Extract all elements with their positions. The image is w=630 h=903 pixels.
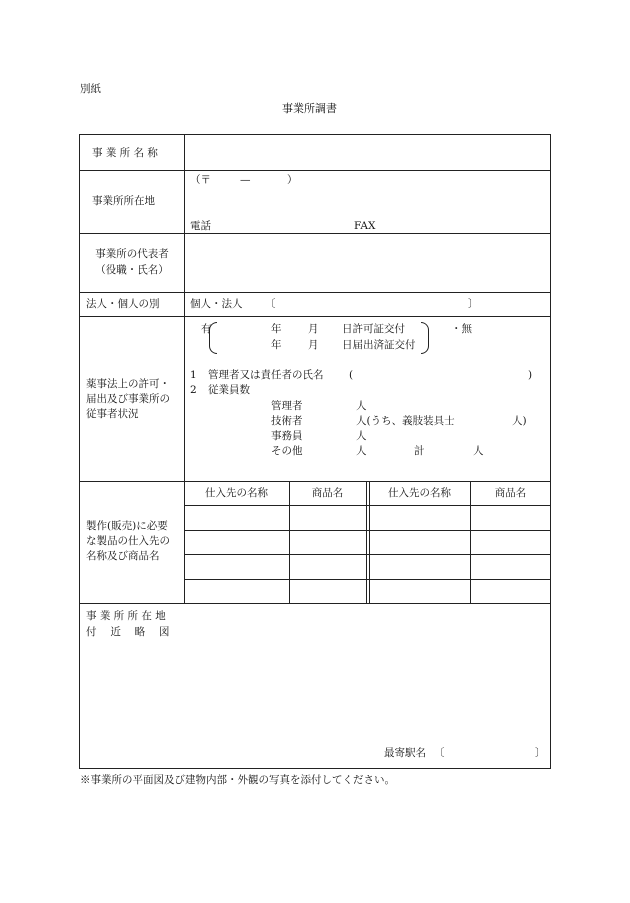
- office-name-field[interactable]: [185, 136, 550, 169]
- right-brace: [421, 322, 429, 354]
- item1-text: 管理者又は責任者の氏名: [208, 369, 324, 381]
- row-divider: [80, 316, 551, 317]
- map-sketch-area[interactable]: [200, 605, 545, 745]
- nearest-station-field[interactable]: [447, 745, 532, 760]
- fax-label: FAX: [354, 220, 376, 232]
- item2-number: 2: [190, 384, 197, 396]
- page-title: 事業所調書: [282, 102, 337, 115]
- technician-note-close: 人): [512, 415, 527, 427]
- representative-label-line1: 事業所の代表者: [95, 248, 169, 260]
- clerk-label: 事務員: [271, 430, 303, 442]
- col-supplier-2: 仕入先の名称: [388, 487, 451, 499]
- representative-label-line2: （役職・氏名）: [95, 264, 169, 276]
- staff-count-fields[interactable]: [315, 398, 353, 458]
- permit-line: 日許可証交付: [342, 323, 405, 335]
- manager-name-field[interactable]: [358, 367, 523, 382]
- row-divider: [80, 481, 551, 482]
- item2-text: 従業員数: [208, 384, 250, 396]
- none-label[interactable]: ・無: [451, 323, 472, 335]
- manager-label: 管理者: [271, 400, 303, 412]
- other-label: その他: [271, 445, 303, 457]
- suppliers-label-line3: 名称及び商品名: [86, 550, 160, 562]
- total-person: 人: [473, 445, 484, 457]
- office-address-label: 事業所所在地: [92, 195, 155, 207]
- has-label[interactable]: 有: [201, 323, 212, 335]
- office-survey-form: [79, 134, 551, 769]
- station-open: 〔: [434, 747, 445, 759]
- entity-detail-field[interactable]: [278, 295, 466, 313]
- pharma-label-line2: 届出及び事業所の: [86, 393, 170, 405]
- suppliers-label-line1: 製作(販売)に必要: [86, 520, 168, 532]
- notice-year: 年: [271, 339, 282, 351]
- col-supplier-1: 仕入先の名称: [205, 487, 268, 499]
- address-field[interactable]: [185, 189, 550, 215]
- other-person: 人: [356, 445, 367, 457]
- map-label-line1: 事 業 所 所 在 地: [86, 610, 166, 622]
- row-divider: [80, 170, 551, 171]
- map-label-line2: 付 近 略 図: [86, 626, 170, 638]
- entity-bracket-close: 〕: [468, 298, 479, 310]
- row-divider: [80, 603, 551, 604]
- entity-type-value[interactable]: 個人・法人: [190, 298, 243, 310]
- pharma-label-line1: 薬事法上の許可・: [86, 378, 170, 390]
- station-label: 最寄駅名: [384, 747, 426, 759]
- fax-field[interactable]: [380, 218, 545, 232]
- permit-year: 年: [271, 323, 282, 335]
- office-name-label: 事 業 所 名 称: [92, 147, 158, 159]
- total-label: 計: [414, 445, 425, 457]
- col-product-1: 商品名: [311, 487, 344, 499]
- postal-code-field[interactable]: [205, 173, 285, 187]
- representative-field[interactable]: [185, 234, 550, 291]
- item1-open: (: [349, 369, 354, 381]
- phone-label: 電話: [190, 220, 211, 232]
- postal-dash: —: [240, 174, 251, 186]
- technician-note: 人(うち、義肢装具士: [356, 415, 455, 427]
- permit-month: 月: [308, 323, 319, 335]
- station-close: 〕: [535, 747, 546, 759]
- left-brace: [209, 322, 217, 354]
- footnote: ※事業所の平面図及び建物内部・外観の写真を添付してください。: [80, 774, 395, 786]
- pharma-label-line3: 従事者状況: [86, 408, 139, 420]
- supplier-entry-cells[interactable]: [185, 506, 550, 602]
- clerk-person: 人: [356, 430, 367, 442]
- postal-open: （〒: [190, 174, 211, 186]
- notice-line: 日届出済証交付: [342, 339, 416, 351]
- technician-label: 技術者: [271, 415, 303, 427]
- item1-number: 1: [190, 369, 197, 381]
- item1-close: ): [528, 369, 533, 381]
- entity-bracket-open: 〔: [265, 298, 276, 310]
- phone-field[interactable]: [215, 218, 345, 232]
- postal-close: ）: [287, 174, 298, 186]
- entity-type-label: 法人・個人の別: [86, 298, 160, 310]
- manager-person: 人: [356, 400, 367, 412]
- col-product-2: 商品名: [494, 487, 527, 499]
- notice-month: 月: [308, 339, 319, 351]
- attachment-label: 別紙: [80, 83, 101, 95]
- row-divider: [80, 292, 551, 293]
- suppliers-label-line2: な製品の仕入先の: [86, 535, 170, 547]
